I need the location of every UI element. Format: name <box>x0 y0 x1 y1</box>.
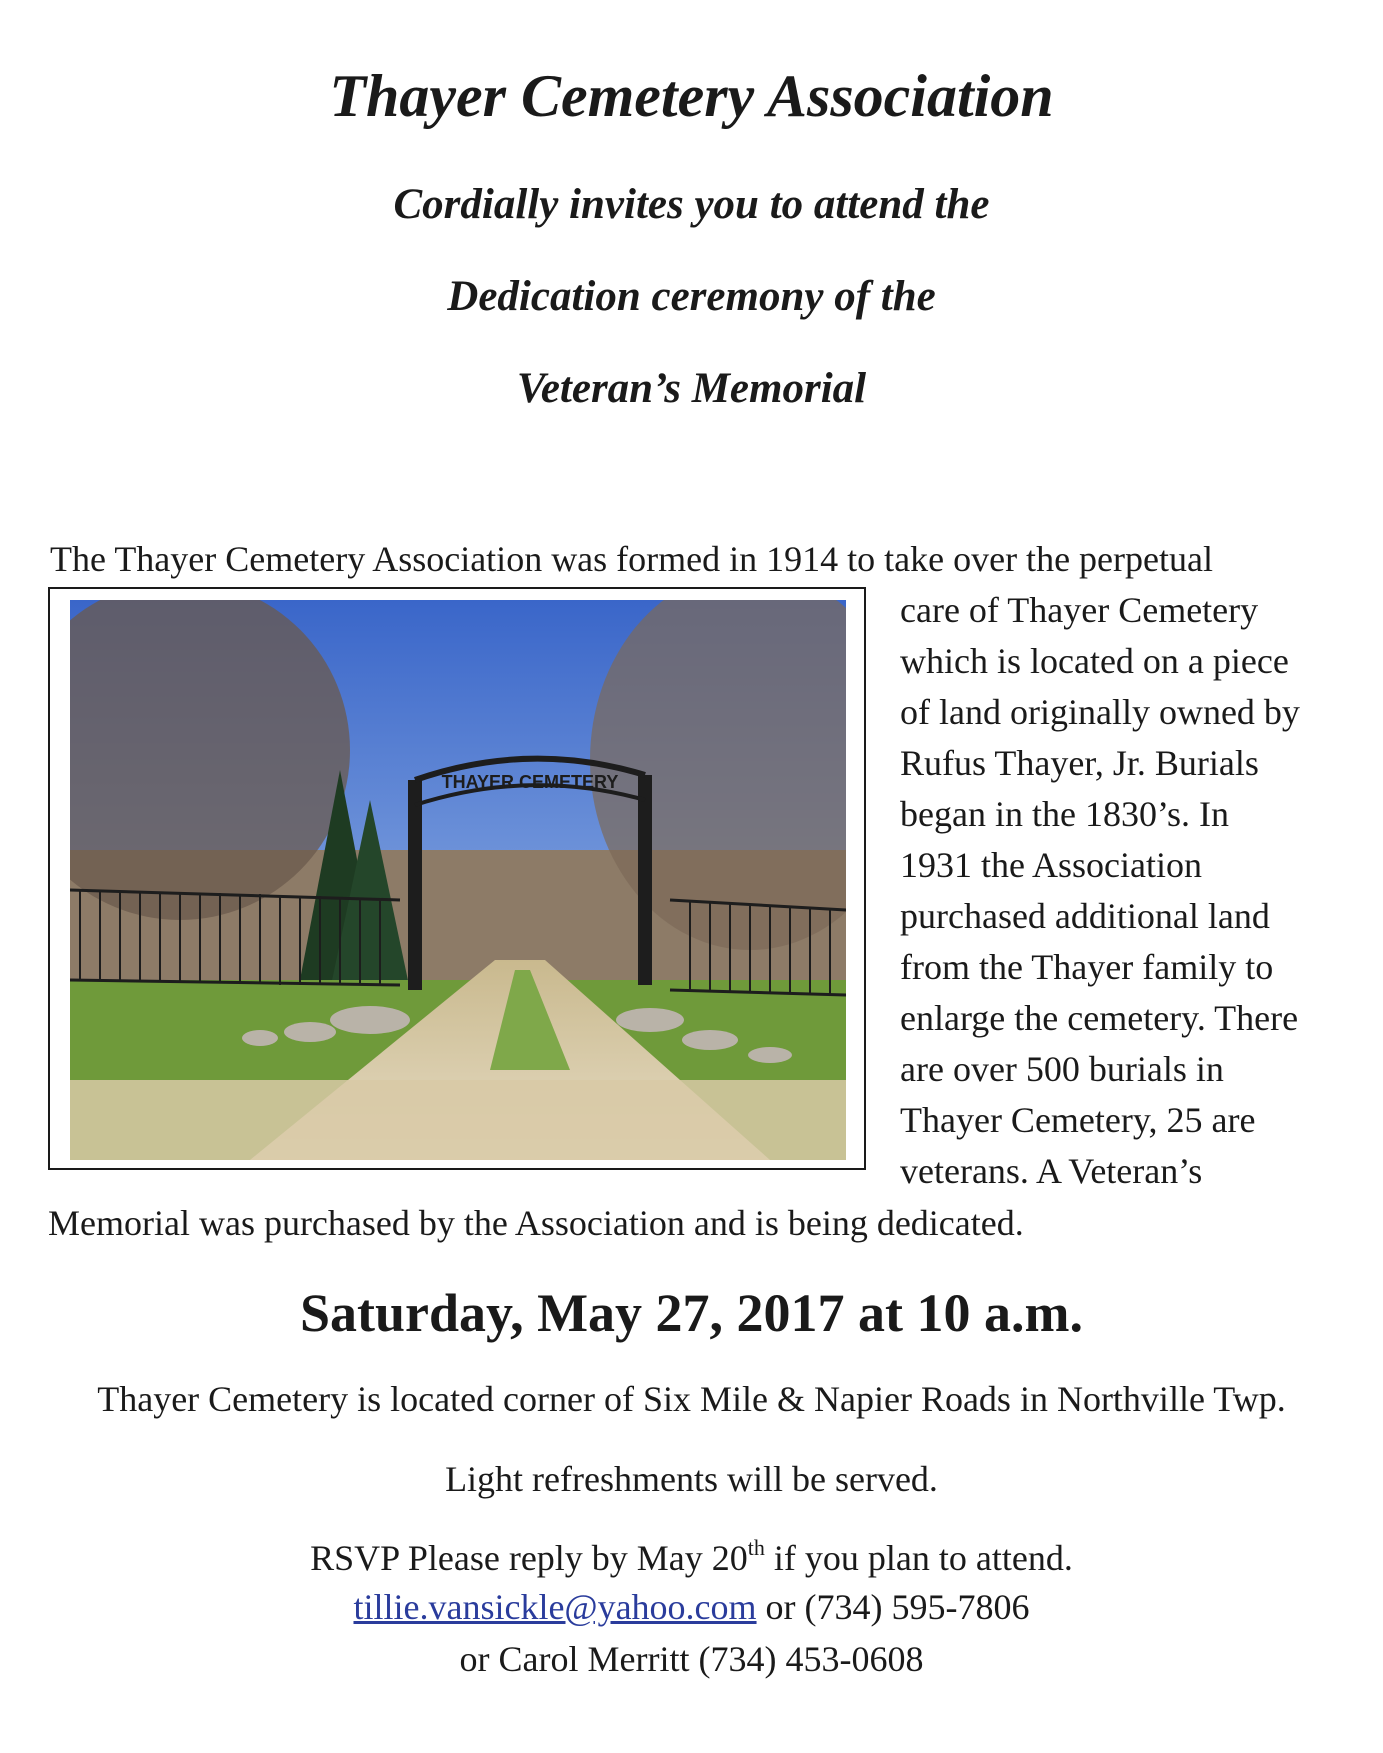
cemetery-photo-frame <box>48 587 866 1170</box>
contact-line-1 <box>0 1586 1383 1628</box>
refreshments-note: Light refreshments will be served. <box>445 1459 938 1499</box>
paragraph-line: of land originally owned by <box>900 692 1300 732</box>
event-date: Saturday, May 27, 2017 at 10 a.m. <box>300 1283 1083 1343</box>
paragraph-line: Thayer Cemetery, 25 are <box>900 1100 1256 1140</box>
rsvp-superscript: th <box>747 1535 765 1560</box>
paragraph-line: veterans. A Veteran’s <box>900 1151 1203 1191</box>
paragraph-line: from the Thayer family to <box>900 947 1274 987</box>
invitation-line-3: Veteran’s Memorial <box>516 365 867 412</box>
phone-text: or (734) 595-7806 <box>756 1587 1030 1627</box>
rsvp-line <box>0 1535 1383 1579</box>
gate-sign-text: THAYER CEMETERY <box>441 772 619 792</box>
event-location: Thayer Cemetery is located corner of Six Mile & Napier Roads in Northville Twp. <box>97 1379 1286 1419</box>
contact-line-2: or Carol Merritt (734) 453-0608 <box>459 1639 924 1679</box>
paragraph-line: care of Thayer Cemetery <box>900 590 1259 630</box>
wrapped-paragraph <box>900 585 1370 1197</box>
paragraph-line: 1931 the Association <box>900 845 1202 885</box>
cemetery-gate-photo <box>70 600 846 1160</box>
paragraph-line: which is located on a piece <box>900 641 1289 681</box>
rsvp-text: RSVP Please reply by May 20 <box>310 1538 748 1578</box>
rsvp-text-end: if you plan to attend. <box>764 1538 1073 1578</box>
closing-paragraph-line: Memorial was purchased by the Association and is being dedicated. <box>48 1203 1024 1243</box>
invitation-line-1: Cordially invites you to attend the <box>393 181 990 228</box>
paragraph-line: Rufus Thayer, Jr. Burials <box>900 743 1259 783</box>
intro-paragraph-line: The Thayer Cemetery Association was formed in 1914 to take over the perpetual <box>50 539 1213 579</box>
paragraph-line: enlarge the cemetery. There <box>900 998 1299 1038</box>
paragraph-line: are over 500 burials in <box>900 1049 1224 1089</box>
paragraph-line: purchased additional land <box>900 896 1270 936</box>
paragraph-line: began in the 1830’s. In <box>900 794 1229 834</box>
invitation-line-2: Dedication ceremony of the <box>447 273 936 320</box>
email-link[interactable]: tillie.vansickle@yahoo.com <box>353 1587 757 1627</box>
page-title: Thayer Cemetery Association <box>329 63 1054 129</box>
